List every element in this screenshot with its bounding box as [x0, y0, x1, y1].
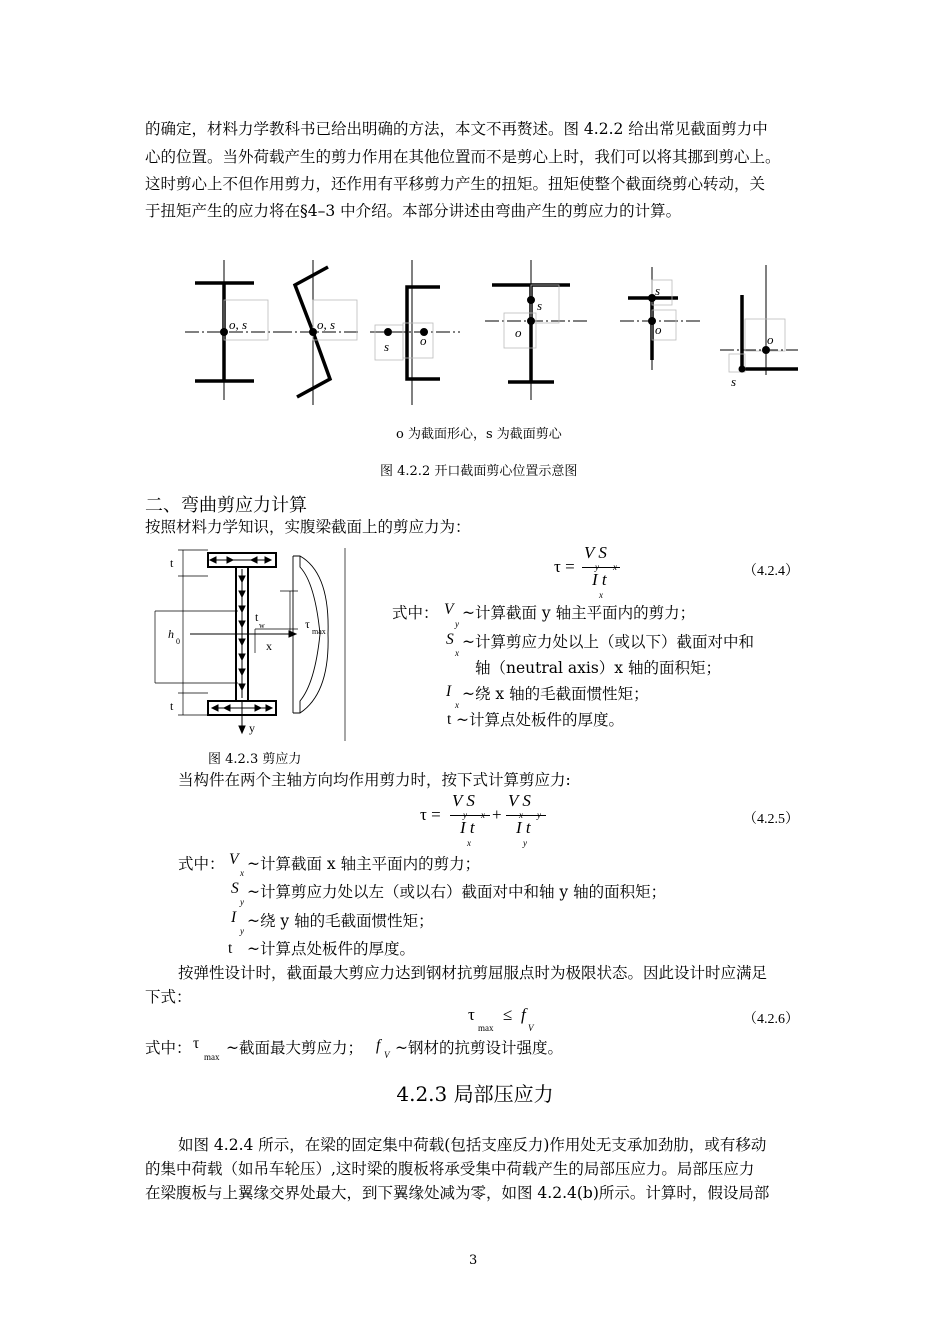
eq425-den2-sub: y — [523, 838, 527, 848]
defs424-sub-y: y — [455, 619, 459, 629]
defs424-sym-S: S — [446, 631, 454, 648]
intro-line-4: 于扭矩产生的应力将在§4–3 中介绍。本部分讲述由弯曲产生的剪应力的计算。 — [145, 202, 682, 220]
eq425-plus: + — [492, 805, 502, 824]
eq424-numerator: V S — [584, 543, 607, 562]
intro-line-1: 的确定，材料力学教科书已给出明确的方法，本文不再赘述。图 4.2.2 给出常见截面剪力中 — [145, 120, 768, 138]
fig422-label-o-3: o — [420, 333, 427, 348]
eq425-den1: I t — [460, 818, 475, 837]
fig422-label-s-5: s — [655, 283, 661, 298]
fig423-tau: τ — [305, 617, 310, 631]
defs425-sym-I: I — [231, 909, 237, 926]
eq425-num2-sub2: y — [537, 810, 541, 820]
defs424-text-3: 轴（neutral axis）x 轴的面积矩； — [475, 659, 721, 677]
eq424-number: （4.2.4） — [743, 564, 799, 579]
channel-section — [370, 260, 460, 405]
i-section-monosymmetric — [485, 260, 590, 400]
fig422-label-o-5: o — [655, 322, 662, 337]
defs424-text-2: ~计算剪应力处以上（或以下）截面对中和 — [462, 633, 754, 651]
defs426-tau: τ — [193, 1035, 200, 1052]
section2-heading: 二、弯曲剪应力计算 — [145, 495, 307, 516]
defs424-sym-I: I — [446, 683, 452, 700]
eq424-fraction-bar — [582, 567, 620, 568]
section-4-2-3-title: 4.2.3 局部压应力 — [396, 1082, 554, 1106]
defs424-text-1: ~计算截面 y 轴主平面内的剪力； — [462, 604, 696, 622]
intro-line-3: 这时剪心上不但作用剪力，还作用有平移剪力产生的扭矩。扭矩使整个截面绕剪心转动，关 — [145, 175, 766, 193]
eq424-denominator: I t — [592, 570, 607, 589]
defs424-sub-x-2: x — [455, 700, 459, 710]
eq426-tau-sub: max — [478, 1023, 494, 1033]
eq426-number: （4.2.6） — [743, 1012, 799, 1027]
fig423-h: h — [168, 627, 174, 641]
eq425-fraction-bar-2 — [506, 815, 546, 816]
two-axis-intro: 当构件在两个主轴方向均作用剪力时，按下式计算剪应力: — [178, 771, 571, 789]
fig423-h-sub: 0 — [176, 637, 180, 646]
eq424-lhs: τ = — [554, 557, 575, 576]
figure-4-2-3-diagram — [150, 543, 360, 743]
fig422-legend: o 为截面形心，s 为截面剪心 — [396, 427, 562, 442]
eq425-num2-sub1: x — [519, 810, 523, 820]
defs424-text-5: ~计算点处板件的厚度。 — [456, 711, 624, 729]
fig422-label-o-4: o — [515, 325, 522, 340]
defs424-sub-x: x — [455, 648, 459, 658]
defs424-text-4: ~绕 x 轴的毛截面惯性矩； — [462, 685, 649, 703]
defs425-sub-y-2: y — [240, 926, 244, 936]
eq424-num-sub-x: x — [613, 562, 617, 572]
z-section — [278, 260, 358, 405]
fig422-label-o-6: o — [767, 332, 774, 347]
final-line-3: 在梁腹板与上翼缘交界处最大，到下翼缘处减为零，如图 4.2.4(b)所示。计算时，假设局部 — [145, 1184, 770, 1202]
defs425-sub-x: x — [240, 868, 244, 878]
section2-intro: 按照材料力学知识，实腹梁截面上的剪应力为： — [145, 518, 471, 536]
angle-section — [720, 265, 798, 375]
defs426-lead: 式中： — [145, 1039, 192, 1057]
elastic-line-2: 下式： — [145, 988, 192, 1006]
defs425-text-3: ~绕 y 轴的毛截面惯性矩； — [247, 912, 434, 930]
fig423-caption: 图 4.2.3 剪应力 — [208, 752, 302, 767]
eq425-num2: V S — [508, 791, 531, 810]
defs424-lead: 式中： — [392, 604, 439, 622]
eq426-tau: τ — [468, 1005, 475, 1024]
defs425-sym-V: V — [229, 851, 239, 868]
figure-4-2-2-diagram — [170, 255, 820, 415]
final-line-2: 的集中荷载（如吊车轮压）,这时梁的腹板将承受集中荷载产生的局部压应力。局部压应力 — [145, 1160, 755, 1178]
defs425-sym-S: S — [231, 880, 239, 897]
eq425-number: （4.2.5） — [743, 812, 799, 827]
eq425-lhs: τ = — [420, 805, 441, 824]
defs425-text-1: ~计算截面 x 轴主平面内的剪力； — [247, 855, 481, 873]
eq425-den1-sub: x — [467, 838, 471, 848]
defs425-text-2: ~计算剪应力处以左（或以右）截面对中和轴 y 轴的面积矩； — [247, 883, 667, 901]
elastic-line-1: 按弹性设计时，截面最大剪应力达到钢材抗剪屈服点时为极限状态。因此设计时应满足 — [178, 964, 768, 982]
defs426-tau-sub: max — [204, 1052, 220, 1062]
fig423-y: y — [249, 721, 255, 735]
eq424-den-sub: x — [599, 590, 603, 600]
defs425-text-4: ~计算点处板件的厚度。 — [247, 940, 415, 958]
fig423-x: x — [266, 639, 272, 653]
eq425-num1: V S — [452, 791, 475, 810]
fig422-label-s-6: s — [731, 374, 737, 389]
defs424-sym-t: t — [447, 711, 452, 728]
eq425-num1-sub1: y — [463, 810, 467, 820]
fig423-tw-sub: w — [259, 621, 265, 630]
page-number: 3 — [469, 1253, 478, 1268]
fig422-label-os-2: o, s — [317, 317, 336, 332]
eq426-f-sub: V — [528, 1023, 534, 1033]
eq425-num1-sub2: x — [481, 810, 485, 820]
fig423-t-top: t — [170, 556, 174, 570]
fig423-t-bottom: t — [170, 699, 174, 713]
fig422-label-os-1: o, s — [229, 317, 248, 332]
defs425-lead: 式中： — [178, 855, 225, 873]
defs425-sym-t: t — [228, 940, 233, 957]
defs426-text-2: ~钢材的抗剪设计强度。 — [395, 1039, 563, 1057]
defs425-sub-y: y — [240, 897, 244, 907]
eq424-num-sub-y: y — [595, 562, 599, 572]
fig422-label-s-4: s — [537, 298, 543, 313]
eq425-den2: I t — [516, 818, 531, 837]
defs426-f: f — [376, 1037, 381, 1054]
eq426-f: f — [521, 1005, 526, 1024]
eq425-fraction-bar-1 — [450, 815, 490, 816]
eq426-le: ≤ — [503, 1005, 513, 1024]
defs426-f-sub: V — [384, 1050, 390, 1060]
intro-line-2: 心的位置。当外荷载产生的剪力作用在其他位置而不是剪心上时，我们可以将其挪到剪心上。 — [145, 148, 781, 166]
final-line-1: 如图 4.2.4 所示，在梁的固定集中荷载(包括支座反力)作用处无支承加劲肋，或有移动 — [178, 1136, 767, 1154]
fig422-caption: 图 4.2.2 开口截面剪心位置示意图 — [380, 464, 578, 479]
fig422-label-s-3: s — [384, 339, 390, 354]
fig423-tau-sub: max — [312, 627, 326, 636]
defs424-sym-V: V — [444, 601, 454, 618]
fig423-tw: t — [255, 610, 259, 624]
defs426-text-1: ~截面最大剪应力； — [226, 1039, 363, 1057]
